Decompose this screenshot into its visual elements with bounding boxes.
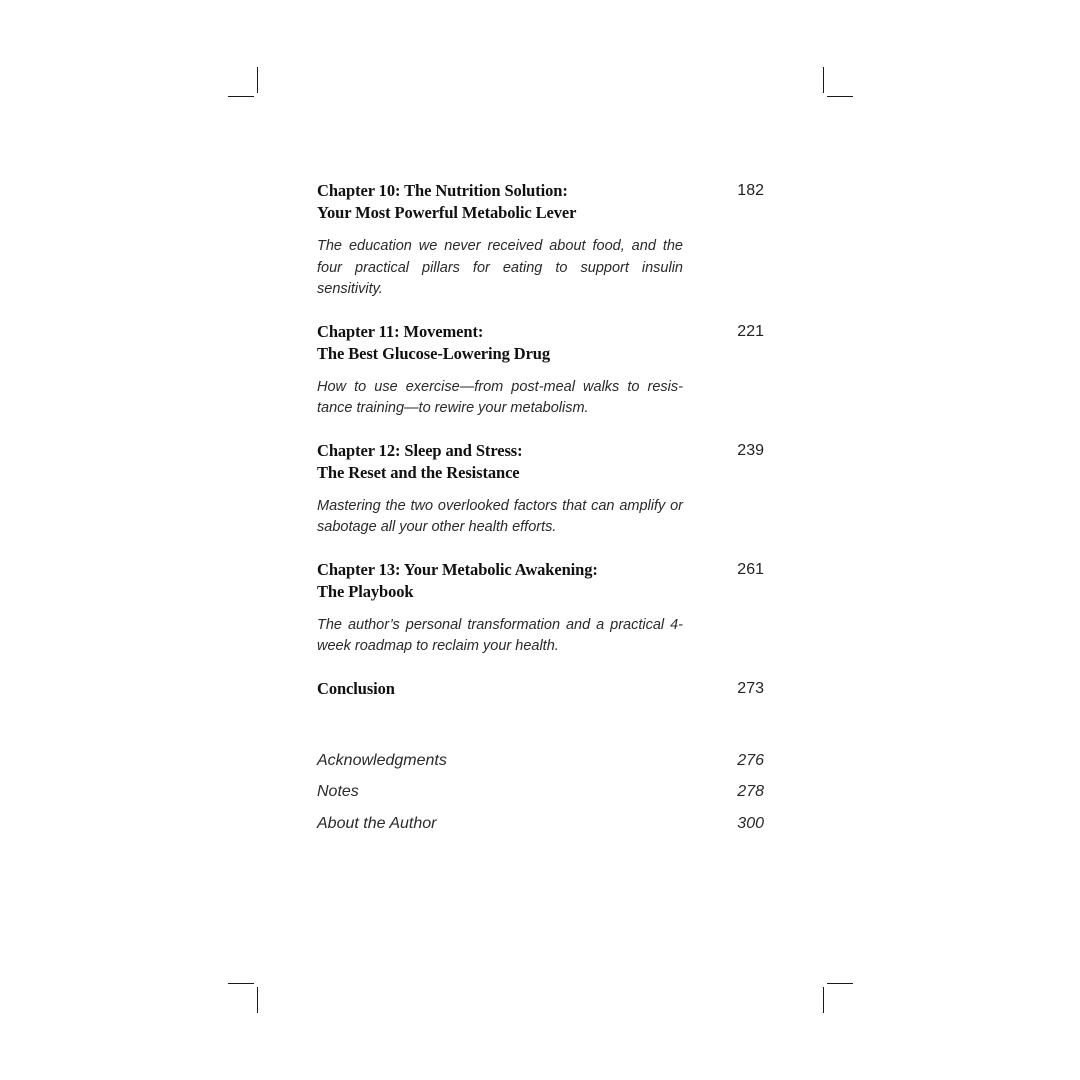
chapter-title-line1: Chapter 11: Movement: xyxy=(317,321,484,341)
crop-mark-bottom-right-horizontal xyxy=(827,983,853,984)
back-matter-title: Acknowledgments xyxy=(317,751,447,769)
crop-mark-top-left-vertical xyxy=(257,67,258,93)
toc-entry-heading xyxy=(317,678,764,700)
toc-entry-chapter-11 xyxy=(317,321,764,420)
toc-entry-chapter-13 xyxy=(317,559,764,658)
toc-entry-acknowledgments xyxy=(317,750,764,782)
toc-entry-heading xyxy=(317,440,764,484)
page-number: 273 xyxy=(737,679,764,697)
toc-entry-heading xyxy=(317,180,764,224)
conclusion-title: Conclusion xyxy=(317,678,395,698)
toc-entry-conclusion xyxy=(317,678,764,700)
chapter-description: Mastering the two overlooked factors that can amplify or sabotage all your other health efforts. xyxy=(317,497,683,535)
toc-entry-chapter-10 xyxy=(317,180,764,301)
page-number: 278 xyxy=(737,783,764,800)
chapter-title-line2: The Best Glucose-Lowering Drug xyxy=(317,343,551,363)
page-number: 300 xyxy=(737,814,764,832)
chapter-description: The education we never received about food, and the four practical pillars for eating to support insulin sensitivity. xyxy=(317,238,683,297)
page-number: 261 xyxy=(737,560,764,578)
back-matter-title: Notes xyxy=(317,783,359,800)
chapter-title-line2: The Playbook xyxy=(317,581,414,601)
page-number: 182 xyxy=(737,182,764,199)
toc-entry-heading xyxy=(317,559,764,603)
chapter-title-line2: Your Most Powerful Metabolic Lever xyxy=(317,203,577,222)
toc-entry-about-the-author xyxy=(317,813,764,845)
back-matter-title: About the Author xyxy=(317,814,437,832)
page-number: 276 xyxy=(737,751,764,769)
page-number: 221 xyxy=(737,322,764,340)
toc-entry-chapter-12 xyxy=(317,440,764,539)
toc-entry-notes xyxy=(317,781,764,813)
crop-mark-bottom-left-horizontal xyxy=(228,983,254,984)
toc-entry-heading xyxy=(317,321,764,365)
crop-mark-bottom-right-vertical xyxy=(823,987,824,1013)
table-of-contents xyxy=(317,180,764,844)
crop-mark-top-right-vertical xyxy=(823,67,824,93)
crop-mark-bottom-left-vertical xyxy=(257,987,258,1013)
crop-mark-top-left-horizontal xyxy=(228,96,254,97)
chapter-title-line1: Chapter 13: Your Metabolic Awakening: xyxy=(317,559,598,579)
chapter-title-line1: Chapter 10: The Nutrition Solution: xyxy=(317,181,568,200)
crop-mark-top-right-horizontal xyxy=(827,96,853,97)
page-number: 239 xyxy=(737,441,764,459)
chapter-description: How to use exercise—from post-meal walks to resis-tance training—to rewire your metabolism. xyxy=(317,378,683,416)
chapter-title-line2: The Reset and the Resistance xyxy=(317,462,520,482)
chapter-title-line1: Chapter 12: Sleep and Stress: xyxy=(317,440,523,460)
chapter-description: The author’s personal transformation and a practical 4-week roadmap to reclaim your health. xyxy=(317,616,683,654)
